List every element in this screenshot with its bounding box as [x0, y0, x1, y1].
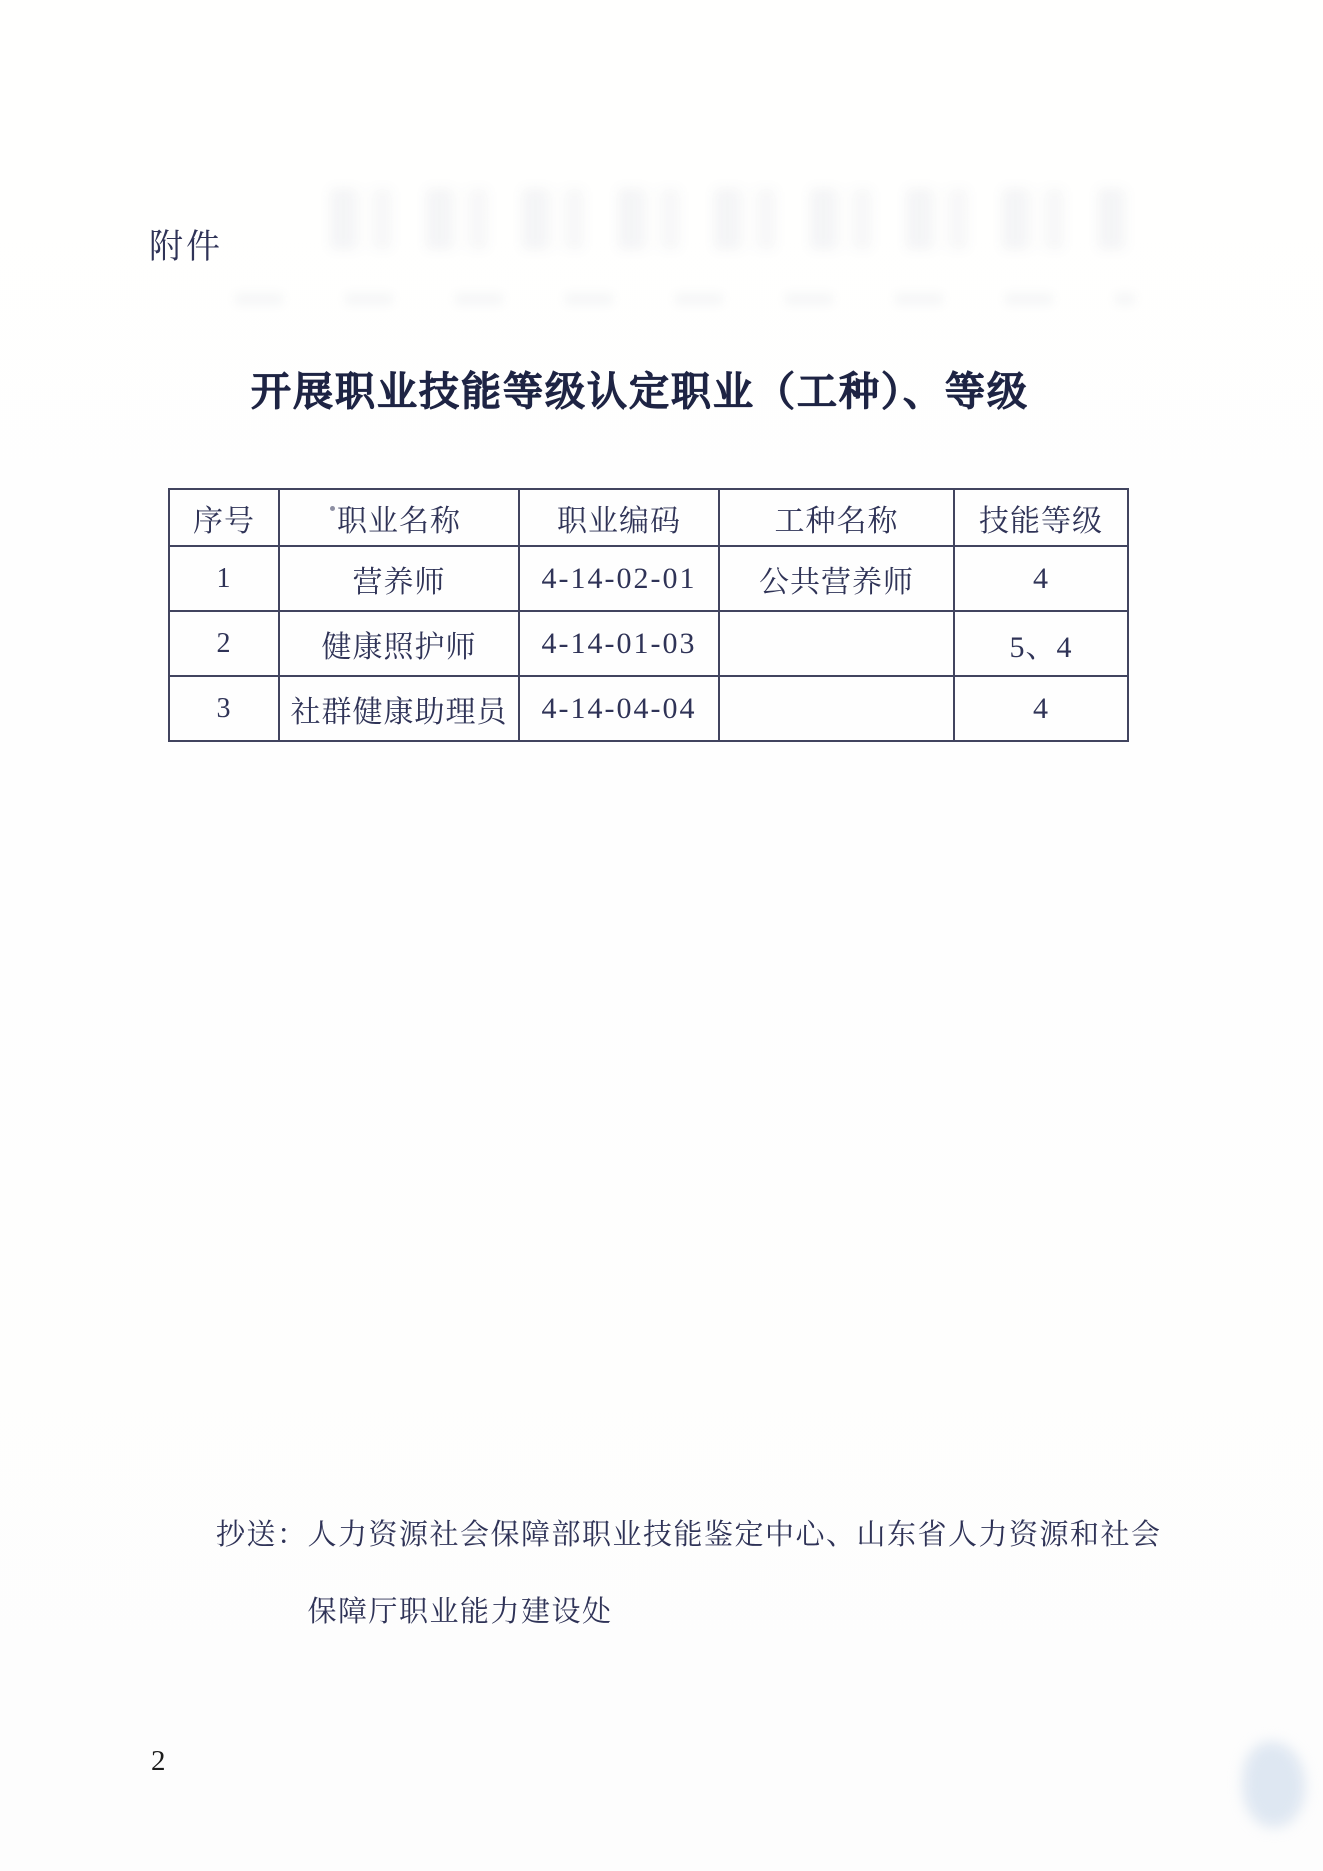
- header-cell-job-type: 工种名称: [719, 489, 954, 546]
- cell-no: 3: [169, 676, 279, 741]
- header-cell-skill-level: 技能等级: [954, 489, 1128, 546]
- cc-lines: [308, 1497, 1176, 1651]
- cell-code: 4-14-01-03: [519, 611, 719, 676]
- cell-skill-level: 5、4: [954, 611, 1128, 676]
- cell-code: 4-14-04-04: [519, 676, 719, 741]
- certification-table: [168, 488, 1129, 742]
- cell-no: 1: [169, 546, 279, 611]
- header-cell-occupation: 职业名称: [279, 489, 519, 546]
- attachment-label: 附件: [149, 228, 223, 266]
- cc-line-2: 保障厅职业能力建设处: [307, 1596, 613, 1628]
- cell-occupation: 健康照护师: [279, 611, 519, 676]
- cc-label: 抄送：: [216, 1519, 308, 1551]
- cc-line-1: 人力资源社会保障部职业技能鉴定中心、山东省人力资源和社会: [307, 1519, 1162, 1551]
- table-row: [169, 611, 1128, 676]
- cell-code: 4-14-02-01: [519, 546, 719, 611]
- header-cell-code: 职业编码: [519, 489, 719, 546]
- document-title: 开展职业技能等级认定职业（工种）、等级: [251, 369, 1029, 414]
- cell-skill-level: 4: [954, 546, 1128, 611]
- cell-occupation: 社群健康助理员: [279, 676, 519, 741]
- table-row: [169, 546, 1128, 611]
- cell-no: 2: [169, 611, 279, 676]
- bleed-through-bottom-right-blob: [1243, 1742, 1305, 1827]
- cell-job-type: [719, 611, 954, 676]
- page-number: 2: [151, 1745, 166, 1777]
- table-row: [169, 676, 1128, 741]
- bleed-through-top-text: [330, 188, 1130, 250]
- cell-job-type: [719, 676, 954, 741]
- header-cell-no: 序号: [169, 489, 279, 546]
- cc-distribution-block: [216, 1497, 1176, 1651]
- cell-skill-level: 4: [954, 676, 1128, 741]
- cell-occupation: 营养师: [279, 546, 519, 611]
- cell-job-type: 公共营养师: [719, 546, 954, 611]
- table-header-row: [169, 489, 1128, 546]
- bleed-through-smudge-line: [235, 293, 1135, 305]
